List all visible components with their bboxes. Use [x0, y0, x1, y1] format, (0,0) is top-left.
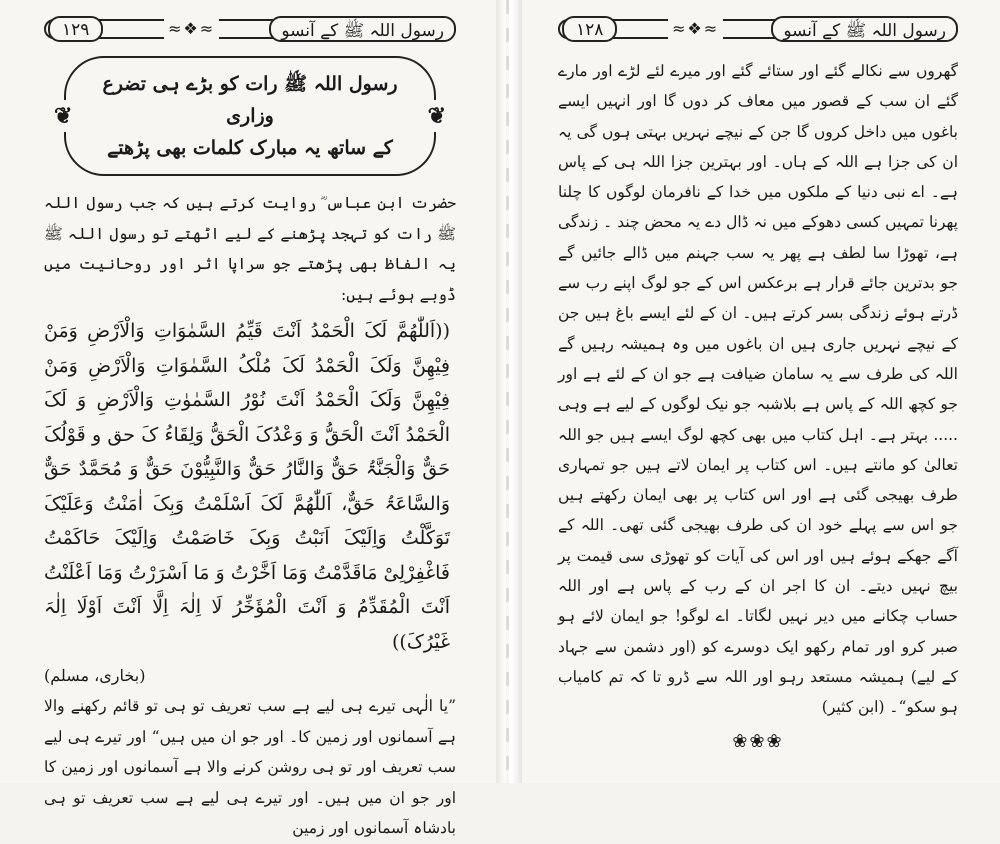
source-text: (بخاری، مسلم) [44, 666, 146, 685]
arabic-dua: ((اَللّٰھُمَّ لَکَ الْحَمْدُ اَنْتَ قَیِّمُ السَّمٰوَاتِ وَالْاَرْضِ وَمَنْ فِیْھِنَّ وَلَکَ الْحَمْدُ لَکَ مُلْکُ السَّمٰوَاتِ وَالْاَرْضِ وَمَنْ فِیْھِنَّ وَلَکَ الْحَمْدُ اَنْتَ نُوْرُ السَّمٰوٰتِ وَالْاَرْضِ وَ لَکَ الْحَمْدُ اَنْتَ الْحَقُّ وَ وَعْدُکَ الْحَقُّ وَلِقَاءُ کَ حق و قَوْلُکَ حَقٌّ وَالْجَنَّۃُ حَقٌّ وَالنَّارُ حَقٌّ وَالنَّبِیُّوْنَ حَقٌّ وَ مُحَمَّدٌ حَقٌّ وَالسَّاعَۃُ حَقٌّ، اَللّٰھُمَّ لَکَ اَسْلَمْتُ وَبِکَ اٰمَنْتُ وَعَلَیْکَ تَوَکَّلْتُ وَاِلَیْکَ اَنَبْتُ وَبِکَ خَاصَمْتُ وَاِلَیْکَ حَاکَمْتُ فَاغْفِرْلِیْ مَاقَدَّمْتُ وَمَا اَخَّرْتُ وَ مَا اَسْرَرْتُ وَمَا اَعْلَنْتُ اَنْتَ الْمُقَدِّمُ وَ اَنْتَ الْمُؤَخِّرُ لَا اِلٰہَ اِلَّا اَنْتَ اَوْلَا اِلٰہَ غَیْرُکَ)) [44, 320, 450, 653]
page-number: ۱۲۹ [48, 16, 103, 42]
hadith-source [44, 661, 456, 691]
intro-paragraph: حضرت ابن عباس ؓ روایت کرتے ہیں کہ جب رسول اللہ ﷺ رات کو تہجد پڑھنے کے لیے اٹھتے تو رسول اللہ ﷺ یہ الفاظ بھی پڑھتے جو سراپا اثر اور روحانیت میں ڈوبے ہوئے ہیں: [44, 194, 456, 304]
body-paragraph: گھروں سے نکالے گئے اور ستائے گئے اور میرے لئے لڑے اور مارے گئے ان سب کے قصور میں معاف کر دوں گا اور انہیں ایسے باغوں میں داخل کروں گا جن کے نیچے نہریں بہتی ہوں گی یہ ان کی جزا ہے اللہ کے ہاں۔ اور بہترین جزا اللہ ہی کے پاس ہے۔ اے نبی دنیا کے ملکوں میں خدا کے نافرمان لوگوں کا چلنا پھرنا تمہیں کسی دھوکے میں نہ ڈال دے یہ محض چند ۔ زندگی ہے، تھوڑا سا لطف ہے پھر یہ سب جہنم میں ڈالے جائیں گے جو بدترین جائے قرار ہے برعکس اس کے جو لوگ اپنے رب سے ڈرتے ہوئے زندگی بسر کرتے ہیں۔ ان کے لئے ایسے باغ ہیں جن کے نیچے نہریں جاری ہیں ان باغوں میں وہ ہمیشہ رہیں گے اللہ کی طرف سے یہ سامان ضیافت ہے جو ان کے لئے ہے اور جو کچھ اللہ کے پاس ہے بلاشبہ جو نیک لوگوں کے لیے ہے وہی ..... بہتر ہے۔ اہل کتاب میں بھی کچھ لوگ ایسے ہیں جو اللہ تعالیٰ کو مانتے ہیں۔ اس کتاب پر ایمان لاتے ہیں جو تمہاری طرف بھیجی گئی ہے اور اس کتاب پر بھی ایمان رکھتے ہیں جو اس سے پہلے خود ان کی طرف بھیجی گئی تھی۔ اللہ کے آگے جھکے ہوئے ہیں اور اس کی آیات کو تھوڑی سی قیمت پر بیچ نہیں دیتے۔ ان کا اجر ان کے رب کے پاس ہے اور اللہ حساب چکانے میں دیر نہیں لگاتا۔ اے لوگو! جو ایمان لائے ہو صبر کرو اور تمام رکھو ایک دوسرے کو (اور دشمن سے جہاد کے لیے) ہمیشہ مستعد رہو اور اللہ سے ڈرو تا کہ تم کامیاب ہو سکو“۔ (ابن کثیر) [558, 62, 958, 717]
header-ornament-icon: ≈❖≈ [668, 17, 723, 41]
chapter-heading [64, 56, 436, 176]
running-title: رسول اللہ ﷺ کے آنسو [771, 16, 958, 42]
right-running-header [558, 14, 958, 44]
heading-line-1: ❦ رسول اللہ ﷺ رات کو بڑے ہی تضرع وزاری [102, 73, 398, 127]
page-number: ۱۲۸ [562, 16, 617, 42]
header-ornament-icon: ≈❖≈ [164, 17, 219, 41]
right-page [518, 0, 1000, 783]
left-page [0, 0, 500, 837]
running-title: رسول اللہ ﷺ کے آنسو [269, 16, 456, 42]
translation-paragraph: ”یا الٰہی تیرے ہی لیے ہے سب تعریف تو ہی تو قائم رکھنے والا ہے آسمانوں اور زمین کا۔ اور جو ان میں ہیں“ اور تیرے ہی لیے سب تعریف اور تو ہی روشن کرنے والا ہے آسمانوں اور زمین کا اور جو ان میں ہیں۔ اور تیرے ہی لیے ہے سب تعریف تو ہی بادشاہ آسمانوں اور زمین [44, 697, 456, 837]
heading-line-2: کے ساتھ یہ مبارک کلمات بھی پڑھتے [107, 137, 393, 159]
end-ornament-icon: ❀❀❀ [732, 730, 784, 752]
left-running-header [44, 14, 456, 44]
